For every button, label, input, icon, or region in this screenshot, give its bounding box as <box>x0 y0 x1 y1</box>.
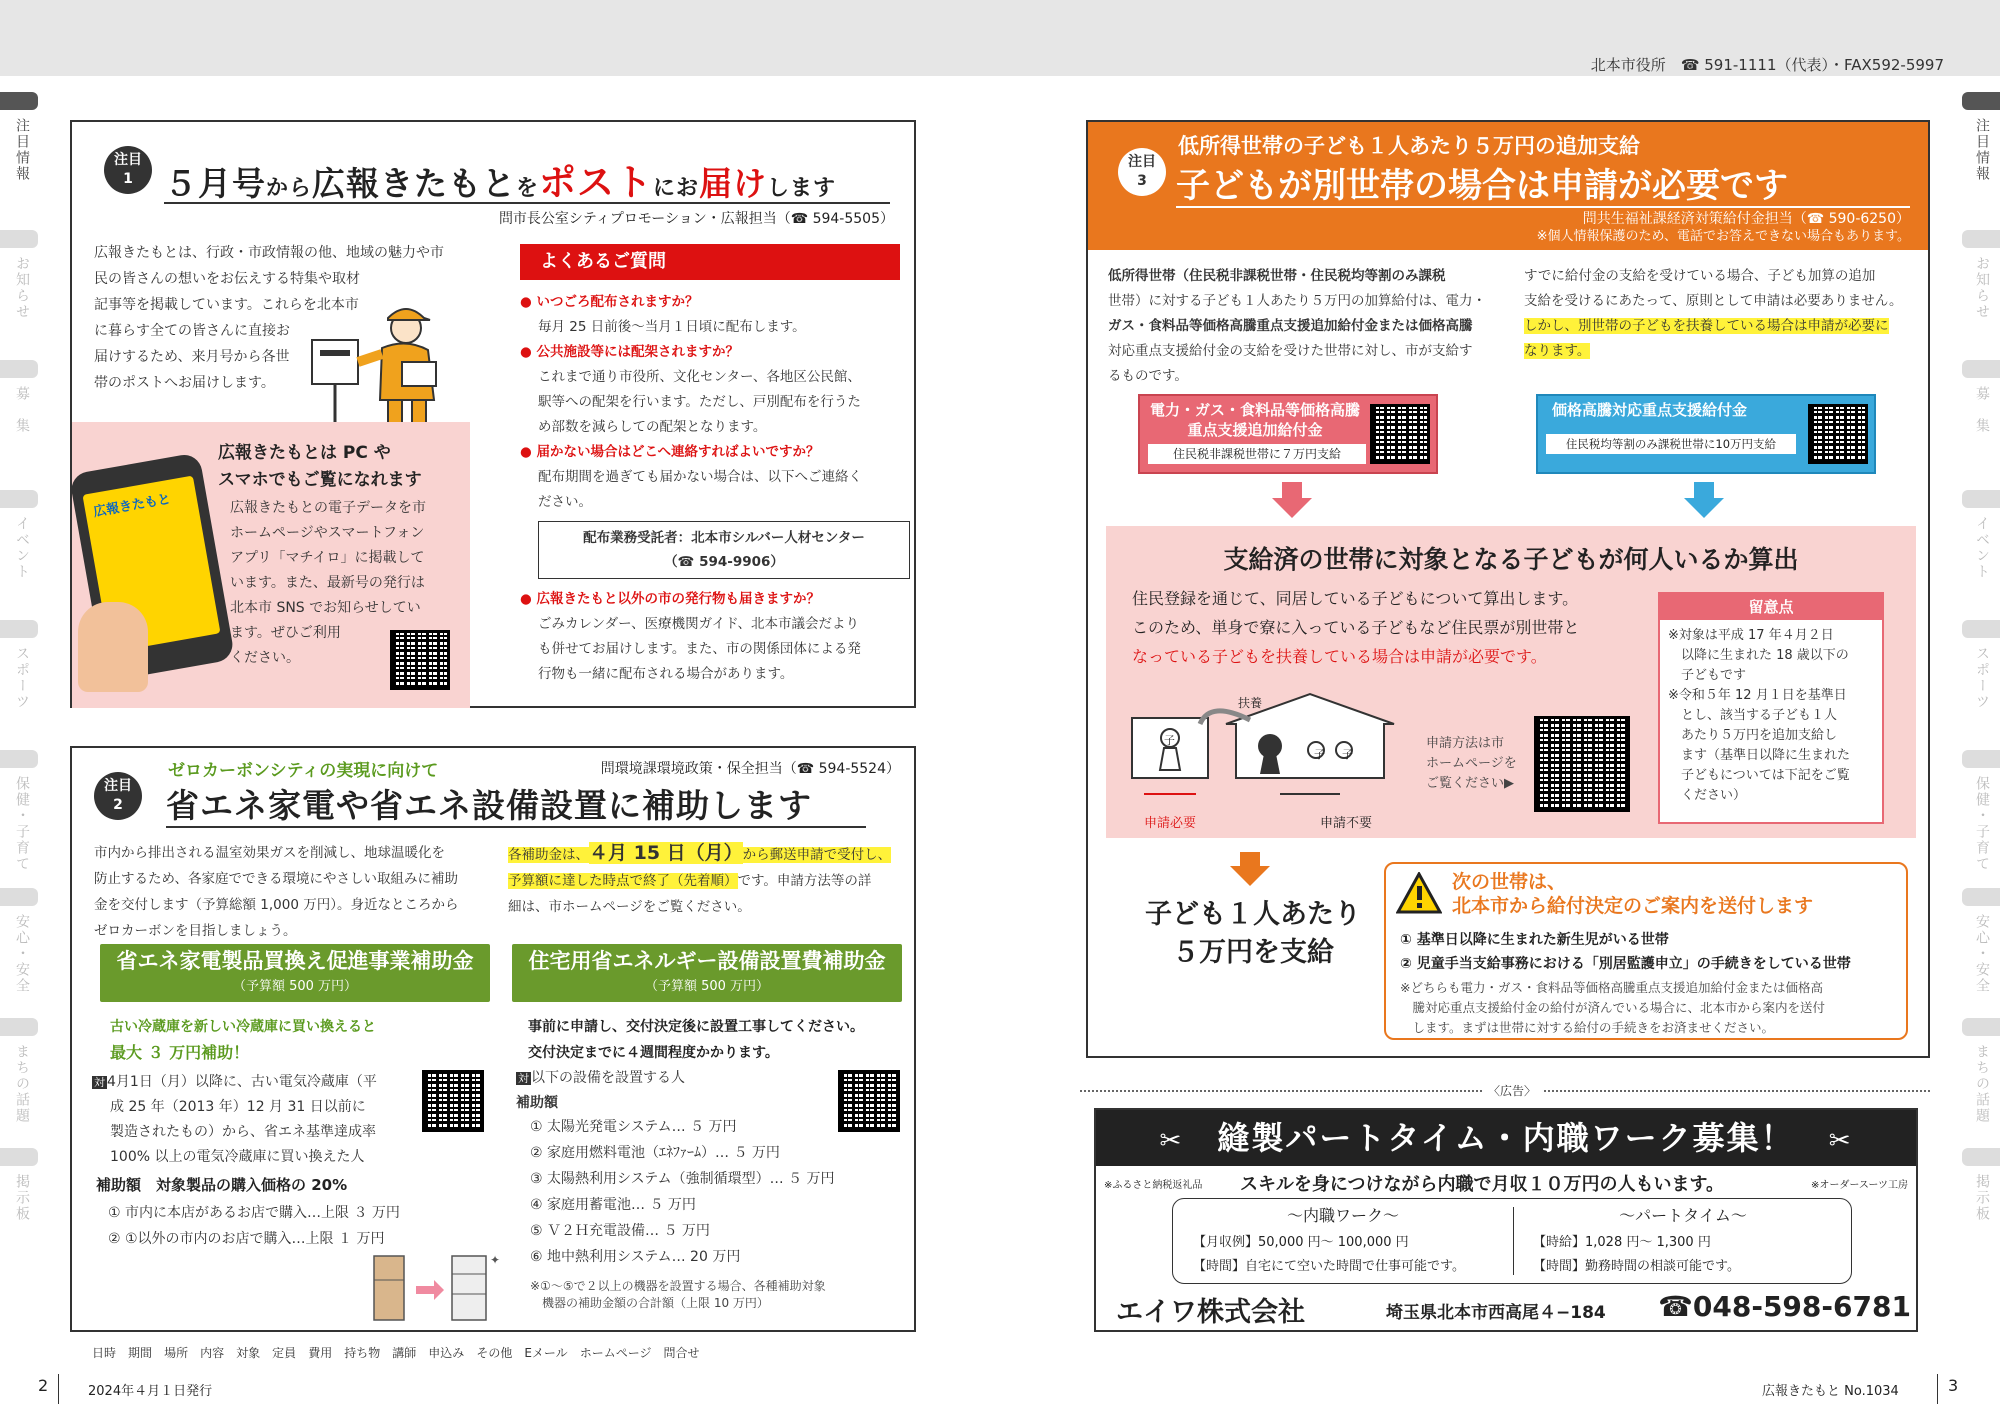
pc-title: 広報きたもとは PC や スマホでもご覧になれます <box>218 443 422 490</box>
ad-right-note: ※オーダースーツ工房 <box>1811 1180 1908 1191</box>
side-tab[interactable] <box>0 888 38 906</box>
ad-address: 埼玉県北本市西高尾４−184 <box>1386 1303 1606 1323</box>
contractor-box: 配布業務受託者：北本市シルバー人材センター （☎ 594-9906） <box>538 521 910 579</box>
qr-code[interactable] <box>838 1070 900 1132</box>
side-nav-item[interactable]: 保健・子育て <box>1974 776 1990 872</box>
side-nav-item[interactable]: 掲示板 <box>14 1174 30 1222</box>
qr-code[interactable] <box>422 1070 484 1132</box>
child-label: 子 <box>1342 748 1353 761</box>
notify-items: ① 基準日以降に生まれた新生児がいる世帯 ② 児童手当支給事務における「別居監護申立」の手続きをしている世帯 <box>1400 932 1851 972</box>
calc-text: 住民登録を通じて、同居している子どもについて算出します。 このため、単身で寮に入っている子どもなど住民票が別世帯と なっている子どもを扶養している場合は申請が必要です。 <box>1132 589 1580 666</box>
side-nav-item[interactable]: まちの話題 <box>14 1044 30 1124</box>
side-nav-item[interactable]: 安心・安全 <box>1974 914 1990 994</box>
faq-answer: 配布期間を過ぎても届かない場合は、以下へご連絡く ださい。 <box>538 469 862 510</box>
ad-box <box>1094 1108 1918 1332</box>
apply-noneed-label: 申請不要 <box>1320 816 1373 831</box>
sewing-machine-icon: ✂ <box>1159 1126 1184 1156</box>
ad-company: エイワ株式会社 <box>1116 1297 1305 1328</box>
side-tab[interactable] <box>1962 230 2000 248</box>
sewing-machine-icon: ✂ <box>1828 1126 1853 1156</box>
title-rule <box>1176 206 1910 208</box>
ad-phone[interactable]: ☎048-598-6781 <box>1658 1290 1911 1323</box>
housing-lead: 事前に申請し、交付決定後に設置工事してください。 交付決定までに４週間程度かかります。 <box>528 1019 864 1061</box>
notice-1-box <box>70 120 916 708</box>
notice-2-box <box>70 746 916 1332</box>
phone-screen: 広報きたもと <box>82 476 220 653</box>
page-number-left: 2 <box>38 1376 49 1395</box>
caution-box: 留意点 ※対象は平成 17 年４月２日 以降に生まれた 18 歳以下の 子どもです ※令和５年 12 月１日を基準日 とし、該当する子ども１人 あたり５万円を追加支給し ます（基準日以降に生まれた 子どもについては下記をご覧 ください） <box>1658 592 1884 824</box>
ad-conditions: ～内職ワーク～ 【月収例】50,000 円～ 100,000 円 【時間】自宅にて空いた時間で仕事可能です。 ～パートタイム～ 【時給】1,028 円～ 1,300 円 【時間】勤務時間の相談可能です。 <box>1172 1198 1852 1284</box>
qr-code[interactable] <box>1534 716 1630 812</box>
notice-3-box <box>1086 120 1930 1058</box>
side-tab[interactable] <box>0 360 38 378</box>
side-nav-item[interactable]: スポーツ <box>1974 646 1990 710</box>
side-tab[interactable] <box>0 750 38 768</box>
side-tab[interactable] <box>1962 490 2000 508</box>
arrow-down-icon <box>1272 482 1312 522</box>
footer-divider <box>1937 1374 1938 1404</box>
ad-tagline: スキルを身につけながら内職で月収１０万円の人もいます。 <box>1240 1174 1725 1195</box>
faq-question: ● 広報きたもと以外の市の発行物も届きますか？ <box>520 591 820 607</box>
notice-3-title: 子どもが別世帯の場合は申請が必要です <box>1176 166 1788 206</box>
city-hall-contact: 北本市役所 ☎ 591-1111（代表）・FAX592-5997 <box>1590 56 1944 74</box>
side-nav-left <box>0 92 38 1254</box>
side-tab[interactable] <box>1962 360 2000 378</box>
pc-body: 広報きたもとの電子データを市 ホームページやスマートフォン アプリ「マチイロ」に掲載して います。また、最新号の発行は 北本市 SNS でお知らせしてい ます。ぜひご利用 ください。 <box>230 500 426 666</box>
faq-question: ● 公共施設等には配架されますか？ <box>520 344 739 360</box>
notice-badge: 注目 2 <box>94 772 142 820</box>
side-tab[interactable] <box>1962 620 2000 638</box>
apply-need-label: 申請必要 <box>1144 816 1197 831</box>
icon-legend: 日時 期間 場所 内容 対象 定員 費用 持ち物 講師 申込み その他 Eメール ホームページ 問合せ <box>92 1346 700 1360</box>
side-nav-item[interactable]: 掲示板 <box>1974 1174 1990 1222</box>
housing-note: ※①～⑤で２以上の機器を設置する場合、各種補助対象 機器の補助金額の合計額（上限 10 万円） <box>530 1279 826 1310</box>
faq-question: ● 届かない場合はどこへ連絡すればよいですか？ <box>520 444 820 460</box>
subsidy-box-housing-header: 住宅用省エネルギー設備設置費補助金 （予算額 500 万円） <box>512 944 902 1002</box>
side-tab[interactable] <box>0 230 38 248</box>
fridge-illustration <box>372 1250 502 1324</box>
issue-number: 広報きたもと No.1034 <box>1762 1384 1899 1399</box>
notify-note: ※どちらも電力・ガス・食料品等価格高騰重点支援追加給付金または価格高 騰対応重点支援給付金の給付が済んでいる場合に、北本市から案内を送付 します。まずは世帯に対する給付の手続きをお済ませください。 <box>1400 980 1826 1035</box>
faq-answer: 毎月 25 日前後～当月１日頃に配布します。 <box>538 319 806 335</box>
notice-3-subtitle: 低所得世帯の子ども１人あたり５万円の追加支給 <box>1178 134 1640 158</box>
housing-target: 対 以下の設備を設置する人 補助額 <box>516 1070 685 1111</box>
subsidy-box-appliance-header: 省エネ家電製品買換え促進事業補助金 （予算額 500 万円） <box>100 944 490 1002</box>
side-tab[interactable] <box>1962 888 2000 906</box>
ad-label: 〈広告〉 <box>1482 1082 1542 1099</box>
side-tab[interactable] <box>0 1148 38 1166</box>
notice-2-title: 省エネ家電や省エネ設備設置に補助します <box>166 786 812 825</box>
qr-code[interactable] <box>390 630 450 690</box>
side-nav-item[interactable]: 募 集 <box>1974 386 1990 434</box>
housing-items: ① 太陽光発電システム… ５ 万円 ② 家庭用燃料電池（ｴﾈﾌｧｰﾑ）… ５ 万円 ③ 太陽熱利用システム（強制循環型）… ５ 万円 ④ 家庭用蓄電池… ５ 万円 ⑤ Ｖ２Ｈ充電設備… ５ 万円 ⑥ 地中熱利用システム… 20 万円 <box>530 1119 835 1265</box>
side-tab[interactable] <box>0 490 38 508</box>
side-nav-item[interactable]: イベント <box>14 516 30 580</box>
arrow-down-icon <box>1230 852 1270 890</box>
notice-3-right-text: すでに給付金の支給を受けている場合、子ども加算の追加 支給を受けるにあたって、原則として申請は必要ありません。 しかし、別世帯の子どもを扶養している場合は申請が必要に なります。 <box>1524 268 1903 359</box>
fridge-icon <box>372 1250 502 1324</box>
notice-badge: 注目 1 <box>104 146 152 194</box>
child-label: 子 <box>1314 748 1325 761</box>
payment-statement: 子ども１人あたり ５万円を支給 <box>1145 899 1361 968</box>
notice-1-intro: 広報きたもとは、行政・市政情報の他、地域の魅力や市 民の皆さんの想いをお伝えする特集や取材 記事等を掲載しています。これらを北本市 に暮らす全ての皆さんに直接お 届けするため、来月号から各世 帯のポストへお届けします。 <box>94 245 444 391</box>
side-tab[interactable] <box>0 1018 38 1036</box>
side-nav-item[interactable]: 安心・安全 <box>14 914 30 994</box>
house-icon <box>1130 690 1430 810</box>
footer-divider <box>58 1374 59 1404</box>
calc-title: 支給済の世帯に対象となる子どもが何人いるか算出 <box>1223 545 1799 574</box>
household-diagram <box>1130 690 1430 810</box>
side-tab[interactable] <box>1962 750 2000 768</box>
hand-illustration <box>78 602 148 692</box>
ad-title: ✂ 縫製パートタイム・内職ワーク募集！ ✂ <box>1096 1110 1916 1166</box>
side-tab[interactable] <box>1962 1148 2000 1166</box>
notice-3-contact: 問共生福祉課経済対策給付金担当（☎ 590-6250） ※個人情報保護のため、電話でお答えできない場合もあります。 <box>1536 211 1910 244</box>
title-rule <box>166 826 866 828</box>
warning-icon <box>1396 872 1442 918</box>
notice-2-schedule: 各補助金は、４月 15 日（月）から郵送申請で受付し、 予算額に達した時点で終了（先着順）です。申請方法等の詳 細は、市ホームページをご覧ください。 <box>508 842 892 915</box>
delivery-person-icon <box>310 288 450 428</box>
faq-answer: ごみカレンダー、医療機関ガイド、北本市議会だより も併せてお届けします。また、市の関係団体による発 行物も一緒に配布される場合があります。 <box>538 616 861 682</box>
side-nav-right <box>1962 92 2000 1254</box>
appliance-target: 対 4月1日（月）以降に、古い電気冷蔵庫（平 成 25 年（2013 年）12 月 31 日以前に 製造されたもの）から、省エネ基準達成率 100% 以上の電気冷蔵庫に買い換えた人 <box>94 1074 377 1165</box>
appliance-amount: 補助額 対象製品の購入価格の 20% <box>96 1176 348 1194</box>
appliance-lead: 古い冷蔵庫を新しい冷蔵庫に買い換えると 最大 ３ 万円補助！ <box>110 1019 376 1062</box>
notice-2-kicker: ゼロカーボンシティの実現に向けて <box>168 761 439 781</box>
side-nav-item[interactable]: 保健・子育て <box>14 776 30 872</box>
side-tab-active[interactable] <box>1962 92 2000 110</box>
fuyo-label: 扶養 <box>1238 696 1263 710</box>
issue-date: 2024年４月１日発行 <box>88 1384 213 1399</box>
side-nav-item[interactable]: お知らせ <box>14 256 30 320</box>
faq-answer: これまで通り市役所、文化センター、各地区公民館、 駅等への配架を行います。ただし、戸別配布を行うた め部数を減らしての配架となります。 <box>538 369 861 435</box>
how-to-apply: 申請方法は市 ホームページを ご覧ください▶ <box>1426 736 1517 791</box>
notice-badge: 注目 3 <box>1118 148 1166 196</box>
appliance-items: ① 市内に本店があるお店で購入…上限 ３ 万円 ② ①以外の市内のお店で購入…上限 １ 万円 <box>108 1205 400 1247</box>
side-tab-active[interactable] <box>0 92 38 110</box>
ad-left-note: ※ふるさと納税返礼品 <box>1104 1180 1203 1191</box>
side-tab[interactable] <box>1962 1018 2000 1036</box>
title-rule <box>164 202 890 204</box>
side-nav-item[interactable]: まちの話題 <box>1974 1044 1990 1124</box>
faq-question: ● いつごろ配布されますか？ <box>520 294 699 310</box>
notice-1-contact: 問市長公室シティプロモーション・広報担当（☎ 594-5505） <box>498 211 894 227</box>
side-nav-item[interactable]: 注目情報 <box>1974 118 1990 182</box>
svg-text:✦: ✦ <box>490 1253 501 1267</box>
side-nav-item[interactable]: スポーツ <box>14 646 30 710</box>
faq-list <box>520 290 910 687</box>
side-tab[interactable] <box>0 620 38 638</box>
notice-2-intro: 市内から排出される温室効果ガスを削減し、地球温暖化を 防止するため、各家庭でできる環境にやさしい取組みに補助 金を交付します（予算総額 1,000 万円）。身近なところから ゼロカーボンを目指しましょう。 <box>94 845 459 939</box>
arrow-down-icon <box>1684 482 1724 522</box>
faq-header: よくあるご質問 <box>520 244 900 280</box>
notice-1-title: ５月号から広報きたもとをポストにお届けします <box>164 161 837 204</box>
delivery-illustration <box>310 288 450 428</box>
notify-title: 次の世帯は、 北本市から給付決定のご案内を送付します <box>1452 871 1814 917</box>
benefit-box-a: 電力・ガス・食料品等価格高騰 重点支援追加給付金 住民税非課税世帯に７万円支給 <box>1138 394 1438 474</box>
notice-2-contact: 問環境課環境政策・保全担当（☎ 594-5524） <box>600 761 900 777</box>
side-nav-item[interactable]: 注目情報 <box>14 118 30 182</box>
side-nav-item[interactable]: イベント <box>1974 516 1990 580</box>
side-nav-item[interactable]: 募 集 <box>14 386 30 434</box>
benefit-box-b: 価格高騰対応重点支援給付金 住民税均等割のみ課税世帯に10万円支給 <box>1536 394 1876 474</box>
side-nav-item[interactable]: お知らせ <box>1974 256 1990 320</box>
notice-3-left-text: 低所得世帯（住民税非課税世帯・住民税均等割のみ課税 世帯）に対する子ども１人あたり５万円の加算給付は、電力・ ガス・食料品等価格高騰重点支援追加給付金または価格高騰 対応重点支援給付金の支給を受けた世帯に対し、市が支給す るものです。 <box>1108 268 1486 384</box>
page-number-right: 3 <box>1948 1376 1959 1395</box>
child-label: 子 <box>1164 734 1175 747</box>
